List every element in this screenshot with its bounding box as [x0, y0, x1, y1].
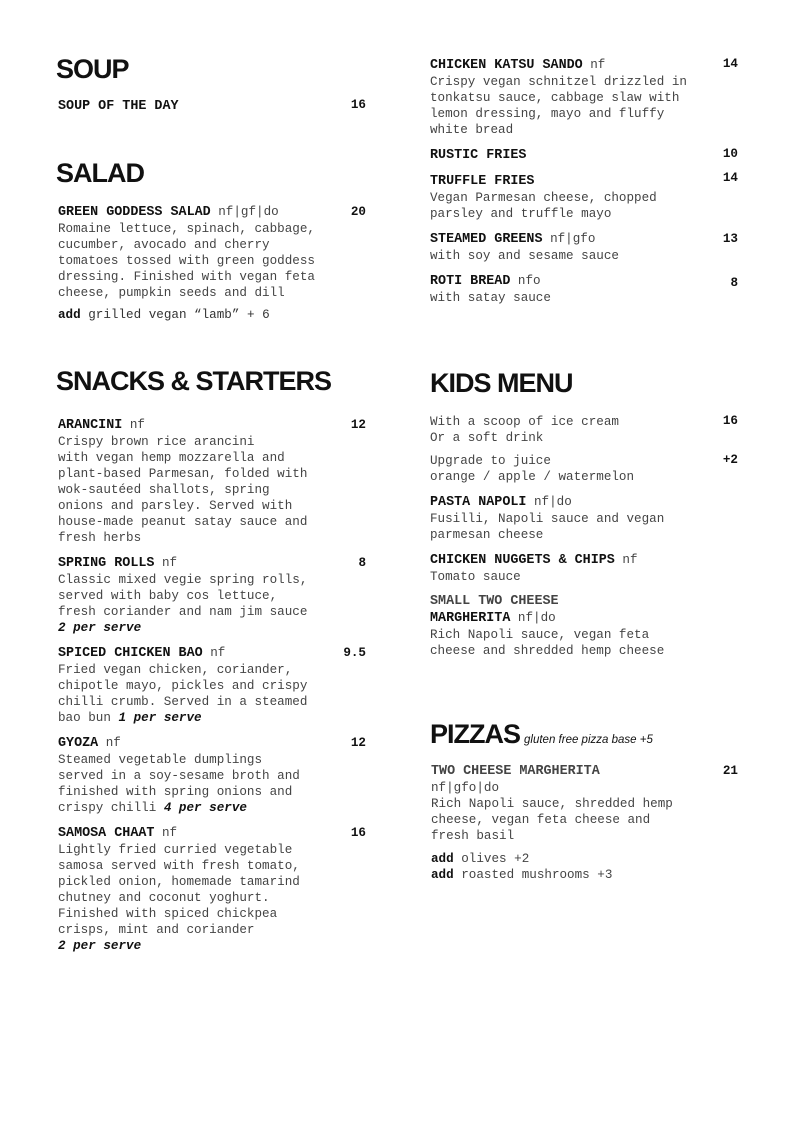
item-desc-line: plant-based Parmesan, folded with — [58, 467, 308, 481]
item-price: +2 — [722, 453, 738, 467]
item-desc-line: cheese and shredded hemp cheese — [430, 644, 665, 658]
menu-item-green-goddess-salad — [58, 204, 338, 301]
item-desc-line: chipotle mayo, pickles and crispy — [58, 679, 308, 693]
item-desc-line: served with baby cos lettuce, — [58, 589, 278, 603]
menu-item-arancini — [58, 417, 338, 546]
dietary-tags: nf|do — [517, 611, 556, 625]
item-price: 13 — [722, 232, 738, 246]
item-price: 16 — [350, 98, 366, 112]
pizzas-heading — [430, 721, 653, 748]
kids-menu-heading: KIDS MENU — [430, 368, 573, 398]
menu-item-two-cheese-margherita — [431, 764, 731, 844]
item-desc-line: lemon dressing, mayo and fluffy — [430, 107, 665, 121]
menu-item-spring-rolls — [58, 555, 338, 636]
item-desc-line: Crispy brown rice arancini — [58, 435, 255, 449]
item-name: TRUFFLE FRIES — [430, 174, 535, 189]
item-name: GREEN GODDESS SALAD — [58, 205, 211, 220]
item-price: 21 — [722, 764, 738, 778]
dietary-tags: nf — [162, 826, 178, 840]
item-name: GYOZA — [58, 736, 99, 751]
item-desc-line: served in a soy-sesame broth and — [58, 769, 300, 783]
item-desc-line: fresh basil — [431, 829, 515, 843]
dietary-tags: nf — [129, 418, 145, 432]
item-name: SMALL TWO CHEESE — [430, 594, 559, 609]
item-desc-line: Classic mixed vegie spring rolls, — [58, 573, 308, 587]
item-desc-line: wok-sautéed shallots, spring — [58, 483, 270, 497]
dietary-tags: nf — [590, 58, 606, 72]
item-desc-line: fresh coriander and nam jim sauce — [58, 605, 308, 619]
item-price: 12 — [350, 736, 366, 750]
item-desc-line: cheese, pumpkin seeds and dill — [58, 286, 285, 300]
serving-note: 1 per serve — [118, 711, 202, 725]
kids-intro-line: Or a soft drink — [430, 431, 544, 445]
menu-item-steamed-greens — [430, 231, 720, 264]
item-name: CHICKEN NUGGETS & CHIPS — [430, 553, 615, 568]
serving-note: 2 per serve — [58, 939, 142, 953]
dietary-tags: nf — [162, 556, 178, 570]
item-desc-line: bao bun — [58, 711, 111, 725]
addon-label: add — [58, 308, 81, 322]
item-price: 14 — [722, 57, 738, 71]
item-desc-line: Tomato sauce — [430, 570, 521, 584]
item-desc-line: pickled onion, homemade tamarind — [58, 875, 300, 889]
item-name: SOUP OF THE DAY — [58, 99, 179, 114]
item-name: SPICED CHICKEN BAO — [58, 646, 203, 661]
salad-addon — [58, 307, 338, 323]
serving-note: 2 per serve — [58, 621, 142, 635]
pizzas-subheading: gluten free pizza base +5 — [524, 734, 653, 746]
addon-text: grilled vegan “lamb” + 6 — [88, 308, 270, 322]
item-name: STEAMED GREENS — [430, 232, 543, 247]
item-name: PASTA NAPOLI — [430, 495, 527, 510]
dietary-tags: nf|gfo — [550, 232, 596, 246]
salad-heading: SALAD — [56, 158, 144, 188]
dietary-tags: nf|gfo|do — [431, 781, 500, 795]
item-name: SAMOSA CHAAT — [58, 826, 155, 841]
item-desc-line: crispy chilli — [58, 801, 157, 815]
item-desc-line: with vegan hemp mozzarella and — [58, 451, 285, 465]
menu-item-truffle-fries — [430, 173, 720, 222]
pizza-addons — [431, 851, 731, 883]
dietary-tags: nf — [622, 553, 638, 567]
item-name: RUSTIC FRIES — [430, 148, 527, 163]
item-desc-line: Vegan Parmesan cheese, chopped — [430, 191, 657, 205]
menu-item-gyoza — [58, 735, 338, 816]
item-desc-line: finished with spring onions and — [58, 785, 293, 799]
item-desc-line: tonkatsu sauce, cabbage slaw with — [430, 91, 680, 105]
item-price: 8 — [730, 276, 738, 290]
item-desc-line: Finished with spiced chickpea — [58, 907, 278, 921]
item-desc-line: house-made peanut satay sauce and — [58, 515, 308, 529]
item-desc-line: dressing. Finished with vegan feta — [58, 270, 315, 284]
item-name: ARANCINI — [58, 418, 123, 433]
item-desc-line: fresh herbs — [58, 531, 142, 545]
upgrade-line: Upgrade to juice — [430, 454, 551, 468]
snacks-heading: SNACKS & STARTERS — [56, 366, 332, 396]
pizzas-heading-text: PIZZAS — [430, 719, 521, 749]
menu-item-rustic-fries — [430, 147, 720, 164]
item-desc-line: Romaine lettuce, spinach, cabbage, — [58, 222, 315, 236]
item-price: 8 — [358, 556, 366, 570]
serving-note: 4 per serve — [163, 801, 247, 815]
soup-heading: SOUP — [56, 54, 129, 84]
item-desc-line: with satay sauce — [430, 291, 551, 305]
menu-item-spiced-chicken-bao — [58, 645, 338, 726]
item-price: 16 — [350, 826, 366, 840]
item-name: CHICKEN KATSU SANDO — [430, 58, 583, 73]
addon-label: add — [431, 852, 454, 866]
item-desc-line: onions and parsley. Served with — [58, 499, 293, 513]
item-price: 12 — [350, 418, 366, 432]
item-price: 16 — [722, 414, 738, 428]
item-price: 9.5 — [343, 646, 366, 660]
item-name: SPRING ROLLS — [58, 556, 155, 571]
item-desc-line: Crispy vegan schnitzel drizzled in — [430, 75, 687, 89]
item-desc-line: cucumber, avocado and cherry — [58, 238, 270, 252]
item-name: ROTI BREAD — [430, 274, 511, 289]
item-desc-line: Fried vegan chicken, coriander, — [58, 663, 293, 677]
item-desc-line: white bread — [430, 123, 514, 137]
item-name: TWO CHEESE MARGHERITA — [431, 764, 600, 779]
item-desc-line: Rich Napoli sauce, shredded hemp — [431, 797, 673, 811]
item-desc-line: chutney and coconut yoghurt. — [58, 891, 270, 905]
dietary-tags: nf|gf|do — [218, 205, 279, 219]
dietary-tags: nf — [210, 646, 226, 660]
addon-text: olives +2 — [461, 852, 530, 866]
item-price: 14 — [722, 171, 738, 185]
item-desc-line: parmesan cheese — [430, 528, 544, 542]
menu-item-chicken-katsu-sando — [430, 57, 720, 138]
item-price: 10 — [722, 147, 738, 161]
item-name-continued: MARGHERITA — [430, 611, 511, 626]
item-desc-line: Fusilli, Napoli sauce and vegan — [430, 512, 665, 526]
menu-item-samosa-chaat — [58, 825, 338, 954]
kids-intro — [430, 414, 720, 446]
item-desc-line: Rich Napoli sauce, vegan feta — [430, 628, 650, 642]
item-desc-line: parsley and truffle mayo — [430, 207, 612, 221]
upgrade-line: orange / apple / watermelon — [430, 470, 635, 484]
item-desc-line: with soy and sesame sauce — [430, 249, 619, 263]
menu-item-chicken-nuggets-chips — [430, 552, 750, 585]
addon-label: add — [431, 868, 454, 882]
kids-intro-line: With a scoop of ice cream — [430, 415, 619, 429]
item-desc-line: cheese, vegan feta cheese and — [431, 813, 651, 827]
menu-item-soup-of-the-day — [58, 98, 318, 115]
menu-item-pasta-napoli — [430, 494, 730, 543]
dietary-tags: nf — [105, 736, 121, 750]
item-desc-line: crisps, mint and coriander — [58, 923, 255, 937]
item-desc-line: samosa served with fresh tomato, — [58, 859, 300, 873]
item-desc-line: Steamed vegetable dumplings — [58, 753, 263, 767]
dietary-tags: nfo — [517, 274, 541, 288]
menu-item-small-two-cheese-margherita — [430, 594, 750, 659]
item-desc-line: chilli crumb. Served in a steamed — [58, 695, 308, 709]
item-desc-line: tomatoes tossed with green goddess — [58, 254, 315, 268]
addon-text: roasted mushrooms +3 — [461, 868, 613, 882]
menu-item-roti-bread — [430, 273, 720, 306]
item-price: 20 — [350, 205, 366, 219]
dietary-tags: nf|do — [534, 495, 572, 509]
item-desc-line: Lightly fried curried vegetable — [58, 843, 293, 857]
kids-upgrade — [430, 453, 720, 485]
